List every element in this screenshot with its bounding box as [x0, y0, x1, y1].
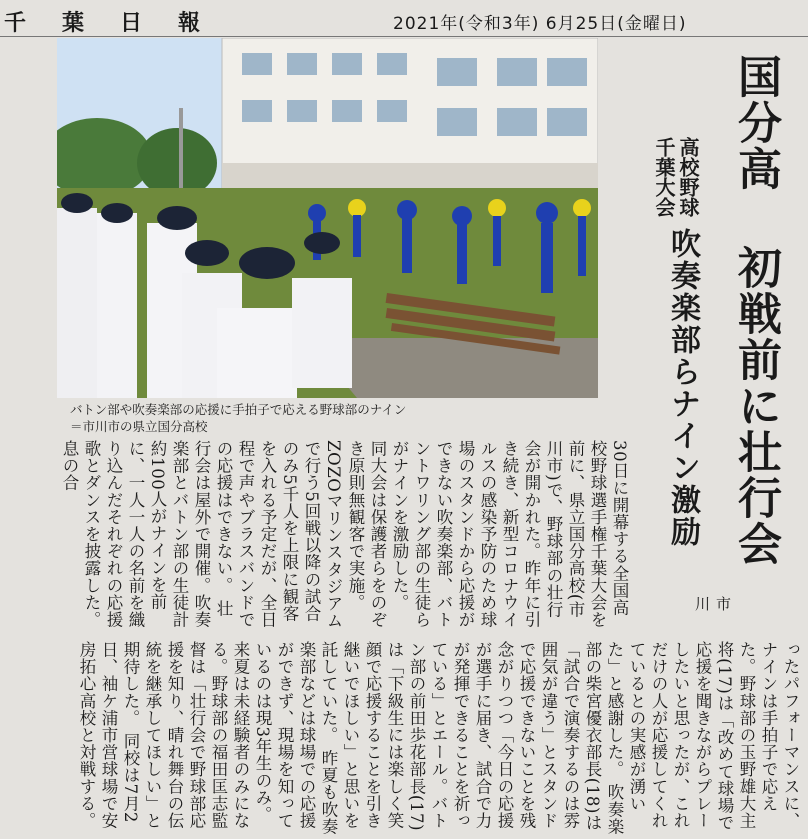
newspaper-name: 千葉日報	[4, 10, 237, 36]
article-paragraph-1: 30日に開幕する全国高校野球選手権千葉大会を前に、県立国分高校(市川市)で、野球部の壮行会が開かれた。昨年に引き続き、新型コロナウイルスの感染予防のため球場のスタンドから応援ができない吹奏楽部、バトントワリング部の生徒らがナインを激励した。	[390, 440, 629, 629]
publication-date: 2021年(令和3年) 6月25日(金曜日)	[393, 14, 687, 34]
news-photo	[57, 38, 598, 398]
article-upper-tier	[60, 440, 630, 632]
article-paragraph-3: 壮行会は屋外で開催。吹奏楽部とバトン部の生徒計約100人がナインを前に、一人一人の名前を織り込んだそれぞれの応援歌とダンスを披露した。息の合	[60, 440, 233, 629]
photo-illustration	[57, 38, 598, 398]
headline-kicker-2: 千葉大会	[652, 137, 676, 217]
headline-sub: 吹奏楽部らナイン激励	[665, 228, 700, 548]
photo-caption-line2: ＝市川市の県立国分高校	[70, 419, 208, 434]
headline-kicker-1: 高校野球	[676, 137, 700, 217]
masthead-rule	[0, 36, 808, 37]
article-paragraph-7: 同校は7月2日、袖ケ浦市営球場で安房拓心高校と対戦する。	[77, 641, 140, 830]
article-paragraph-6: 昨夏も吹奏楽部などは球場での応援ができず、現場を知っているのは現3年生のみ。来夏は未経験者のみになる。野球部の福田匡志監督は「壮行会で野球部応援を知り、晴れ舞台の伝統を継承してほしい」と期待した。	[121, 641, 338, 835]
article-lower-tier	[14, 641, 801, 837]
masthead	[0, 0, 808, 36]
headline-main: 国分高 初戦前に壮行会	[730, 54, 781, 567]
byline: 市 川	[693, 596, 732, 617]
article-paragraph-4: ったパフォーマンスに、ナインは手拍子で応えた。野球部の玉野雄大主将(17)は「改めて球場で応援を聞きながらプレーしたいと思ったが、これだけの人が応援してくれているとの実感が湧いた」と感謝した。	[605, 641, 800, 832]
photo-caption-line1: バトン部や吹奏楽部の応援に手拍子で応える野球部のナイン	[70, 402, 407, 417]
article-paragraph-5: 吹奏楽部の柴宮優衣部長(18)は「試合で演奏するのは雰囲気が違う」とスタンドで応援できないことを残念がりつつ「今日の応援が選手に届き、試合で力が発揮できることを祈っている」とエール。バトン部の前田歩花部長(17)は「下級生には楽しく笑顔で応援することを引き継いでほしい」と思いを託していた。	[319, 641, 624, 835]
article-paragraph-2: 同大会は保護者らをのぞき原則無観客で実施。ZOZOマリンスタジアムで行う5回戦以降の試合のみ5千人を上限に観客を入れる予定だが、全日程で声やブラスバンドでの応援はできない。	[214, 440, 387, 630]
